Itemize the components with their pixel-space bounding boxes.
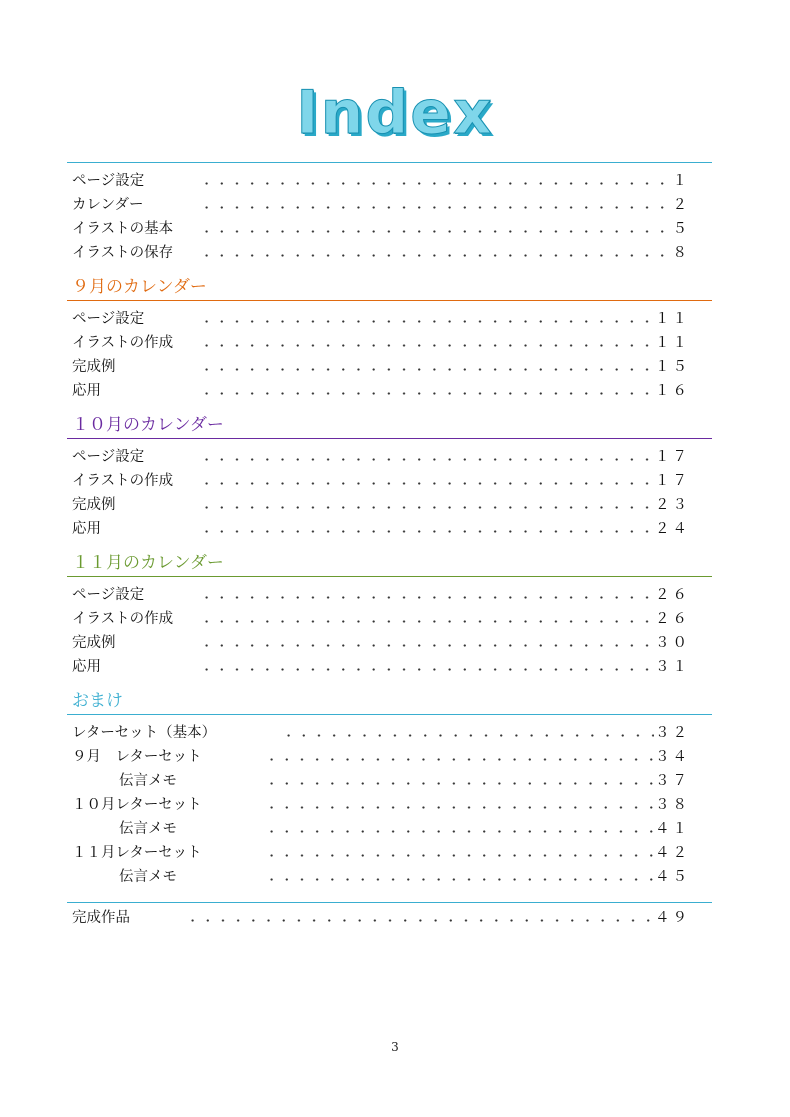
dot-leader [264,841,654,865]
dot-leader [199,379,654,403]
entry-label: イラストの作成 [72,335,174,351]
entry-label: イラストの作成 [72,473,174,489]
entry-label: イラストの作成 [72,611,174,627]
entry-page: ２６ [655,587,690,603]
title-container [0,78,790,148]
dot-leader [264,793,654,817]
toc-entry[interactable] [67,469,712,493]
index-title: Index [296,78,494,148]
entry-label: ９月 レターセット [72,749,202,765]
entry-page: ２ [672,197,690,213]
entry-label: 伝言メモ [119,869,177,885]
entry-page: ２６ [655,611,690,627]
entry-page: ２３ [655,497,690,513]
entry-page: ８ [672,245,690,261]
dot-leader [199,217,672,241]
entry-label: イラストの基本 [72,221,174,237]
entry-page: ３１ [655,659,690,675]
toc-entry[interactable] [67,355,712,379]
dot-leader [264,817,654,841]
toc-entry[interactable] [67,817,712,841]
dot-leader [281,721,654,745]
dot-leader [199,169,672,193]
dot-leader [199,493,654,517]
dot-leader [199,445,654,469]
entry-label: レターセット（基本） [72,725,217,741]
entry-page: ３８ [655,797,690,813]
entry-label: ページ設定 [72,449,145,465]
entry-page: ４２ [655,845,690,861]
dot-leader [185,906,654,930]
entry-page: ５ [672,221,690,237]
entry-page: ３４ [655,749,690,765]
entry-label: イラストの保存 [72,245,174,261]
dot-leader [264,745,654,769]
dot-leader [199,607,654,631]
entry-label: 完成作品 [72,910,130,926]
toc-entry[interactable] [67,721,712,745]
toc-entry[interactable] [67,193,712,217]
entry-page: ２４ [655,521,690,537]
toc-entry[interactable] [67,865,712,889]
entry-label: ページ設定 [72,311,145,327]
dot-leader [199,655,654,679]
entry-page: ３７ [655,773,690,789]
dot-leader [199,193,672,217]
section-heading-september: ９月のカレンダー [72,277,207,297]
entry-label: カレンダー [72,197,144,213]
dot-leader [264,769,654,793]
entry-page: １７ [655,473,690,489]
toc-entry[interactable] [67,655,712,679]
entry-page: １１ [655,335,690,351]
entry-page: ３２ [655,725,690,741]
entry-label: 完成例 [72,359,116,375]
entry-page: １５ [655,359,690,375]
entry-label: 応用 [72,383,101,399]
toc-entry[interactable] [67,841,712,865]
dot-leader [264,865,654,889]
toc-entry[interactable] [67,517,712,541]
table-of-contents [67,162,712,930]
section-heading-october: １０月のカレンダー [72,415,224,435]
entry-label: １１月レターセット [72,845,202,861]
page-number: 3 [391,1040,399,1054]
entry-label: 応用 [72,659,101,675]
entry-label: 応用 [72,521,101,537]
dot-leader [199,517,654,541]
dot-leader [199,583,654,607]
dot-leader [199,307,654,331]
toc-entry[interactable] [67,493,712,517]
entry-label: 伝言メモ [119,821,177,837]
toc-entry[interactable] [67,331,712,355]
dot-leader [199,631,654,655]
toc-entry[interactable] [67,379,712,403]
entry-page: ４９ [655,910,690,926]
entry-label: 完成例 [72,497,116,513]
toc-entry[interactable] [67,769,712,793]
toc-entry[interactable] [67,241,712,265]
toc-entry[interactable] [67,307,712,331]
entry-page: ４１ [655,821,690,837]
toc-entry[interactable] [67,445,712,469]
toc-entry[interactable] [67,745,712,769]
toc-entry[interactable] [67,631,712,655]
section-heading-omake: おまけ [72,691,123,711]
entry-page: １７ [655,449,690,465]
entry-page: １６ [655,383,690,399]
toc-entry[interactable] [67,906,712,930]
dot-leader [199,241,672,265]
entry-label: 伝言メモ [119,773,177,789]
entry-label: １０月レターセット [72,797,202,813]
toc-entry[interactable] [67,169,712,193]
toc-entry[interactable] [67,583,712,607]
entry-label: ページ設定 [72,587,145,603]
entry-label: ページ設定 [72,173,145,189]
toc-entry[interactable] [67,217,712,241]
dot-leader [199,469,654,493]
dot-leader [199,331,654,355]
dot-leader [199,355,654,379]
toc-entry[interactable] [67,793,712,817]
section-heading-november: １１月のカレンダー [72,553,224,573]
entry-page: ３０ [655,635,690,651]
toc-entry[interactable] [67,607,712,631]
entry-page: １ [672,173,690,189]
entry-label: 完成例 [72,635,116,651]
entry-page: １１ [655,311,690,327]
entry-page: ４５ [655,869,690,885]
